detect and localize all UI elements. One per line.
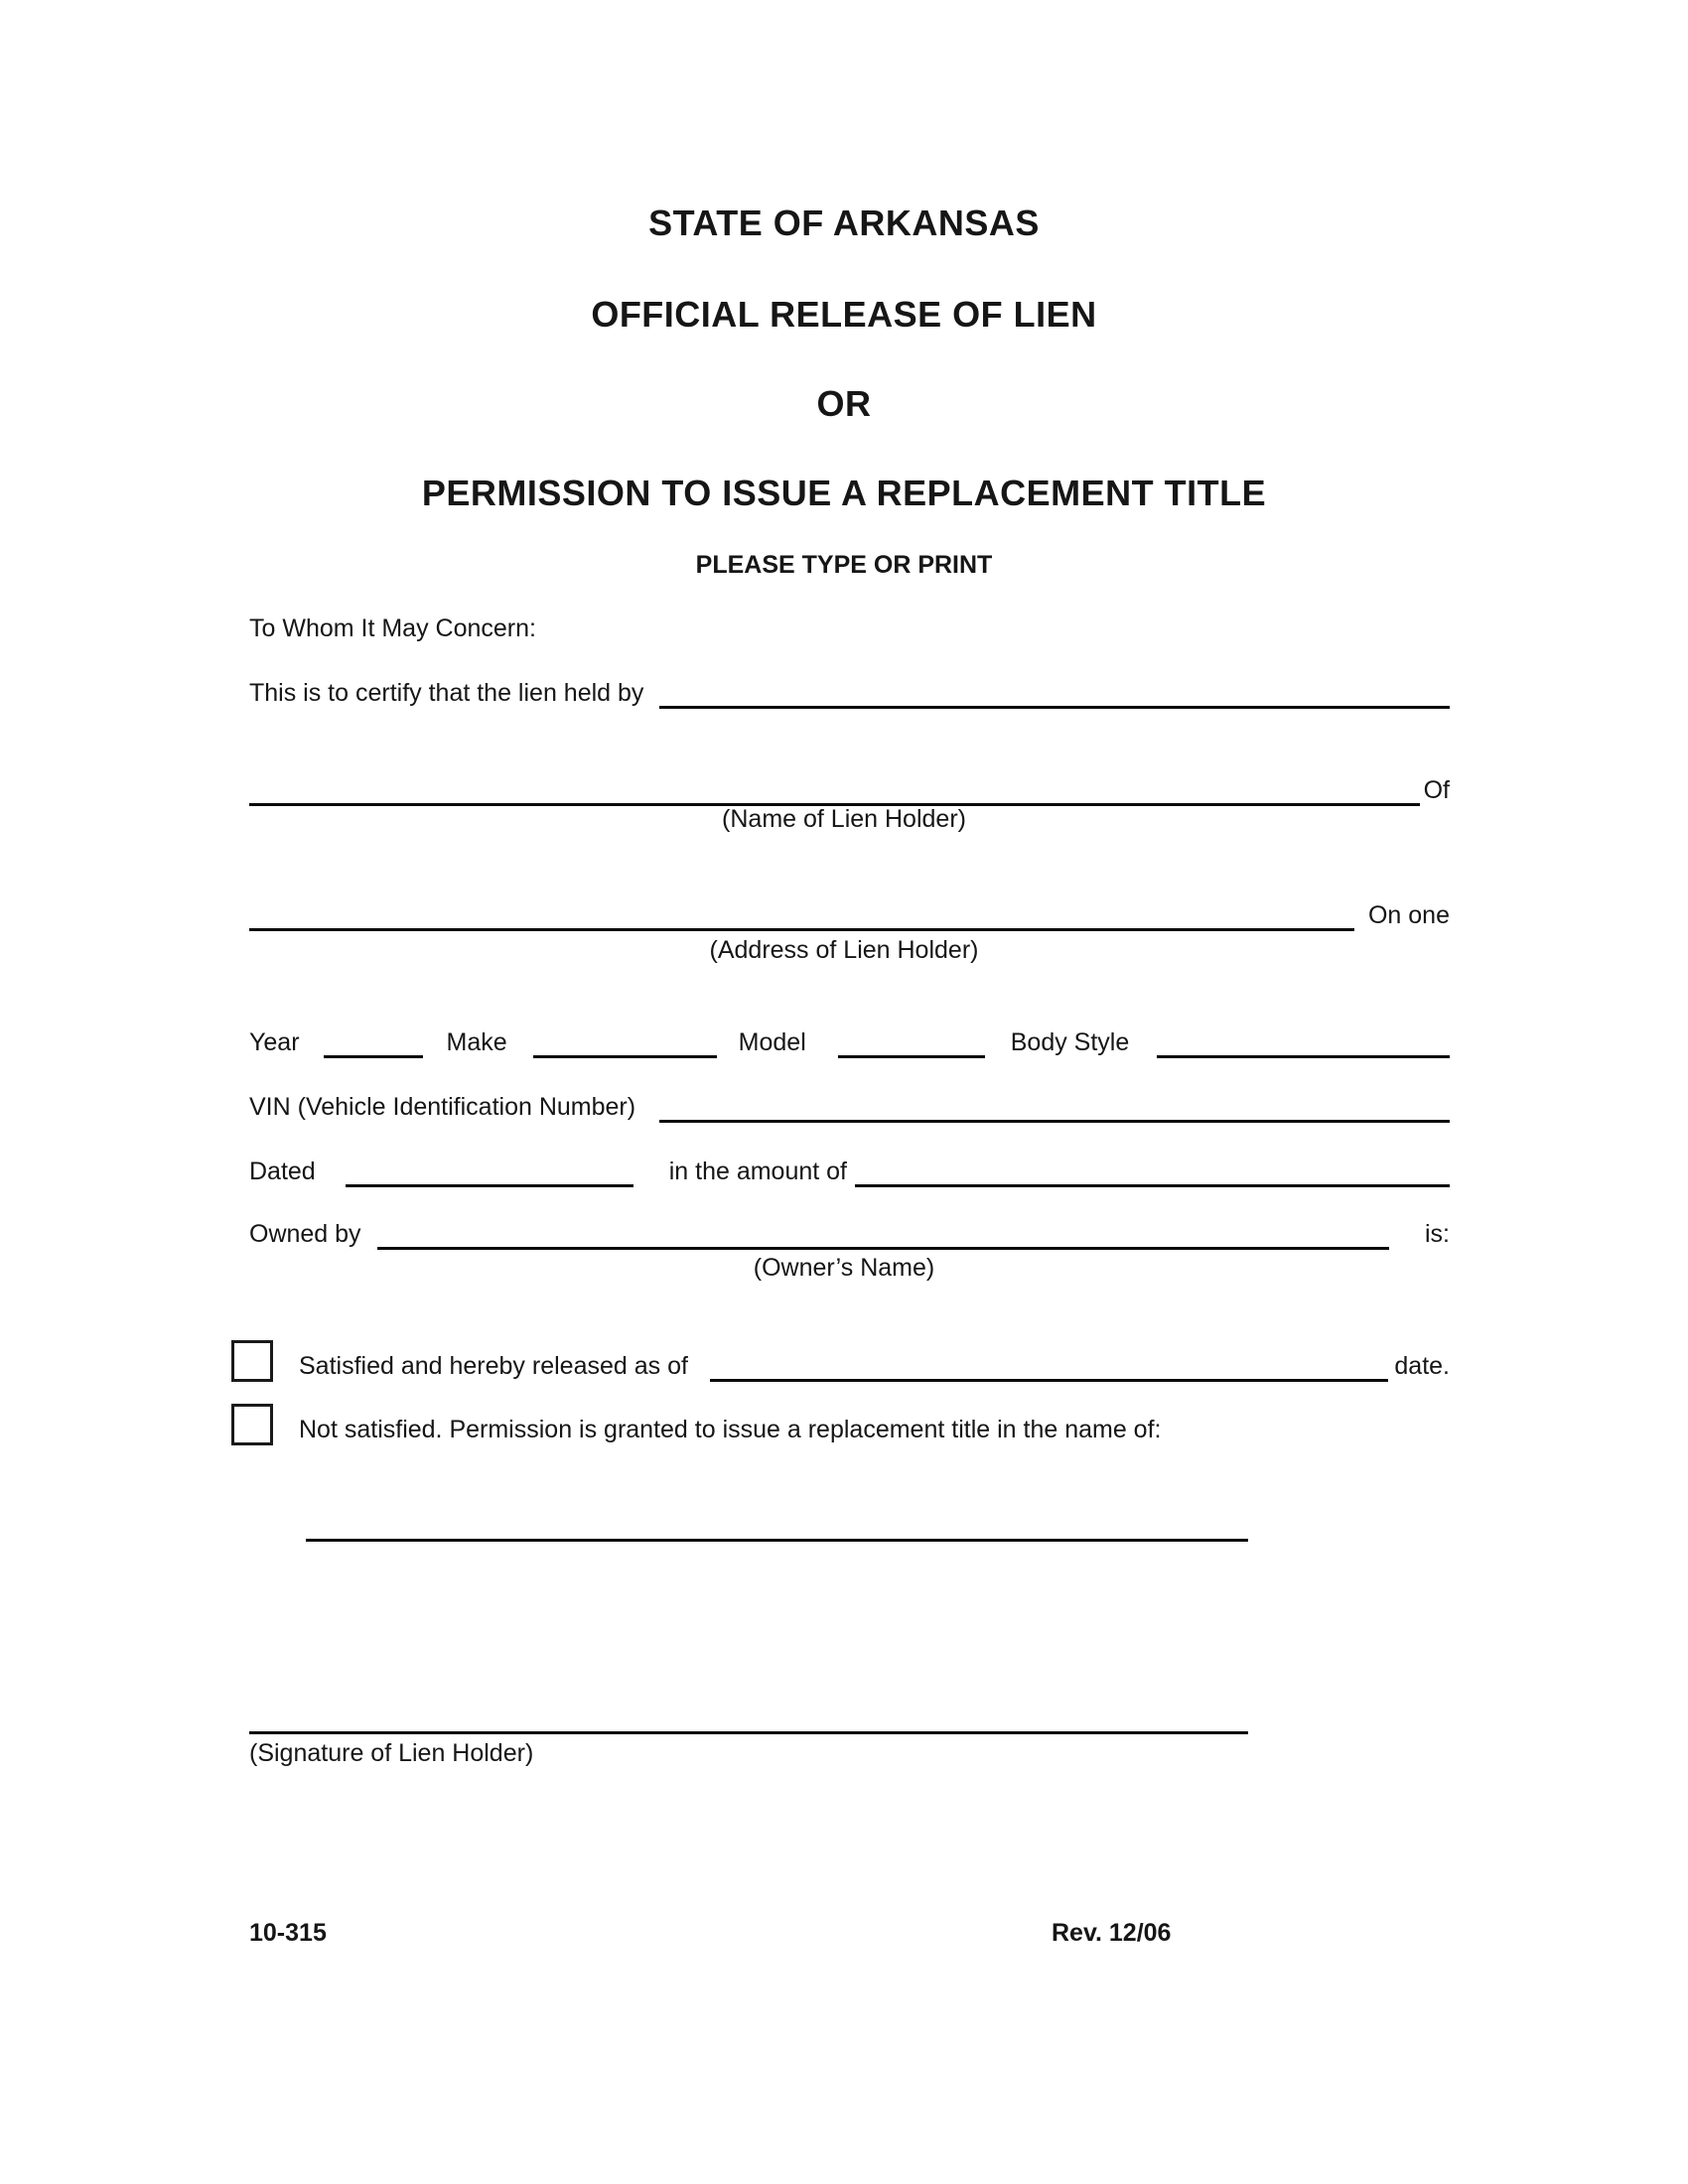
form-title-or: OR (816, 383, 872, 424)
salutation: To Whom It May Concern: (249, 614, 536, 642)
release-date-field[interactable] (710, 1347, 1388, 1382)
date-suffix-label: date. (1394, 1352, 1450, 1380)
year-label: Year (249, 1028, 300, 1056)
lien-holder-field[interactable] (659, 674, 1450, 709)
dated-row (249, 1153, 1450, 1187)
form-number: 10-315 (249, 1919, 327, 1947)
lien-holder-address-field[interactable] (249, 896, 1354, 931)
dated-label: Dated (249, 1158, 316, 1185)
signature-field[interactable] (249, 1731, 1248, 1734)
address-of-lien-holder-caption: (Address of Lien Holder) (709, 936, 979, 964)
is-label: is: (1425, 1220, 1450, 1248)
make-label: Make (446, 1028, 507, 1056)
vin-row (249, 1088, 1450, 1123)
certify-label: This is to certify that the lien held by (249, 679, 644, 707)
satisfied-label: Satisfied and hereby released as of (299, 1352, 688, 1380)
vin-field[interactable] (659, 1088, 1450, 1123)
year-field[interactable] (324, 1024, 423, 1058)
lien-holder-address-row (249, 896, 1450, 931)
vehicle-row (249, 1024, 1450, 1058)
lien-holder-name-field[interactable] (249, 771, 1420, 806)
form-title-replacement: PERMISSION TO ISSUE A REPLACEMENT TITLE (421, 473, 1267, 513)
type-or-print-instruction: PLEASE TYPE OR PRINT (695, 551, 993, 579)
lien-holder-name-row (249, 771, 1450, 806)
name-of-lien-holder-caption: (Name of Lien Holder) (722, 805, 966, 833)
body-style-label: Body Style (1010, 1028, 1130, 1056)
owner-name-field[interactable] (377, 1215, 1389, 1250)
not-satisfied-checkbox[interactable] (231, 1404, 273, 1445)
of-label: Of (1423, 776, 1450, 804)
satisfied-checkbox[interactable] (231, 1340, 273, 1382)
owned-by-row (249, 1215, 1450, 1250)
make-field[interactable] (533, 1024, 717, 1058)
model-label: Model (738, 1028, 806, 1056)
signature-of-lien-holder-caption: (Signature of Lien Holder) (249, 1739, 534, 1767)
dated-field[interactable] (346, 1153, 633, 1187)
owners-name-caption: (Owner’s Name) (753, 1254, 935, 1282)
body-style-field[interactable] (1157, 1024, 1450, 1058)
form-title-state: STATE OF ARKANSAS (648, 203, 1040, 243)
not-satisfied-label: Not satisfied. Permission is granted to issue a replacement title in the name of: (299, 1416, 1162, 1443)
replacement-title-name-field[interactable] (306, 1539, 1248, 1542)
model-field[interactable] (838, 1024, 985, 1058)
amount-field[interactable] (855, 1153, 1450, 1187)
on-one-label: On one (1367, 901, 1450, 929)
amount-label: in the amount of (668, 1158, 848, 1185)
satisfied-option-row (231, 1338, 1450, 1382)
revision-date: Rev. 12/06 (1052, 1919, 1172, 1947)
owned-by-label: Owned by (249, 1220, 361, 1248)
vin-label: VIN (Vehicle Identification Number) (249, 1093, 636, 1121)
certify-row (249, 674, 1450, 709)
form-title-release: OFFICIAL RELEASE OF LIEN (591, 294, 1097, 335)
not-satisfied-option-row (231, 1402, 1450, 1445)
